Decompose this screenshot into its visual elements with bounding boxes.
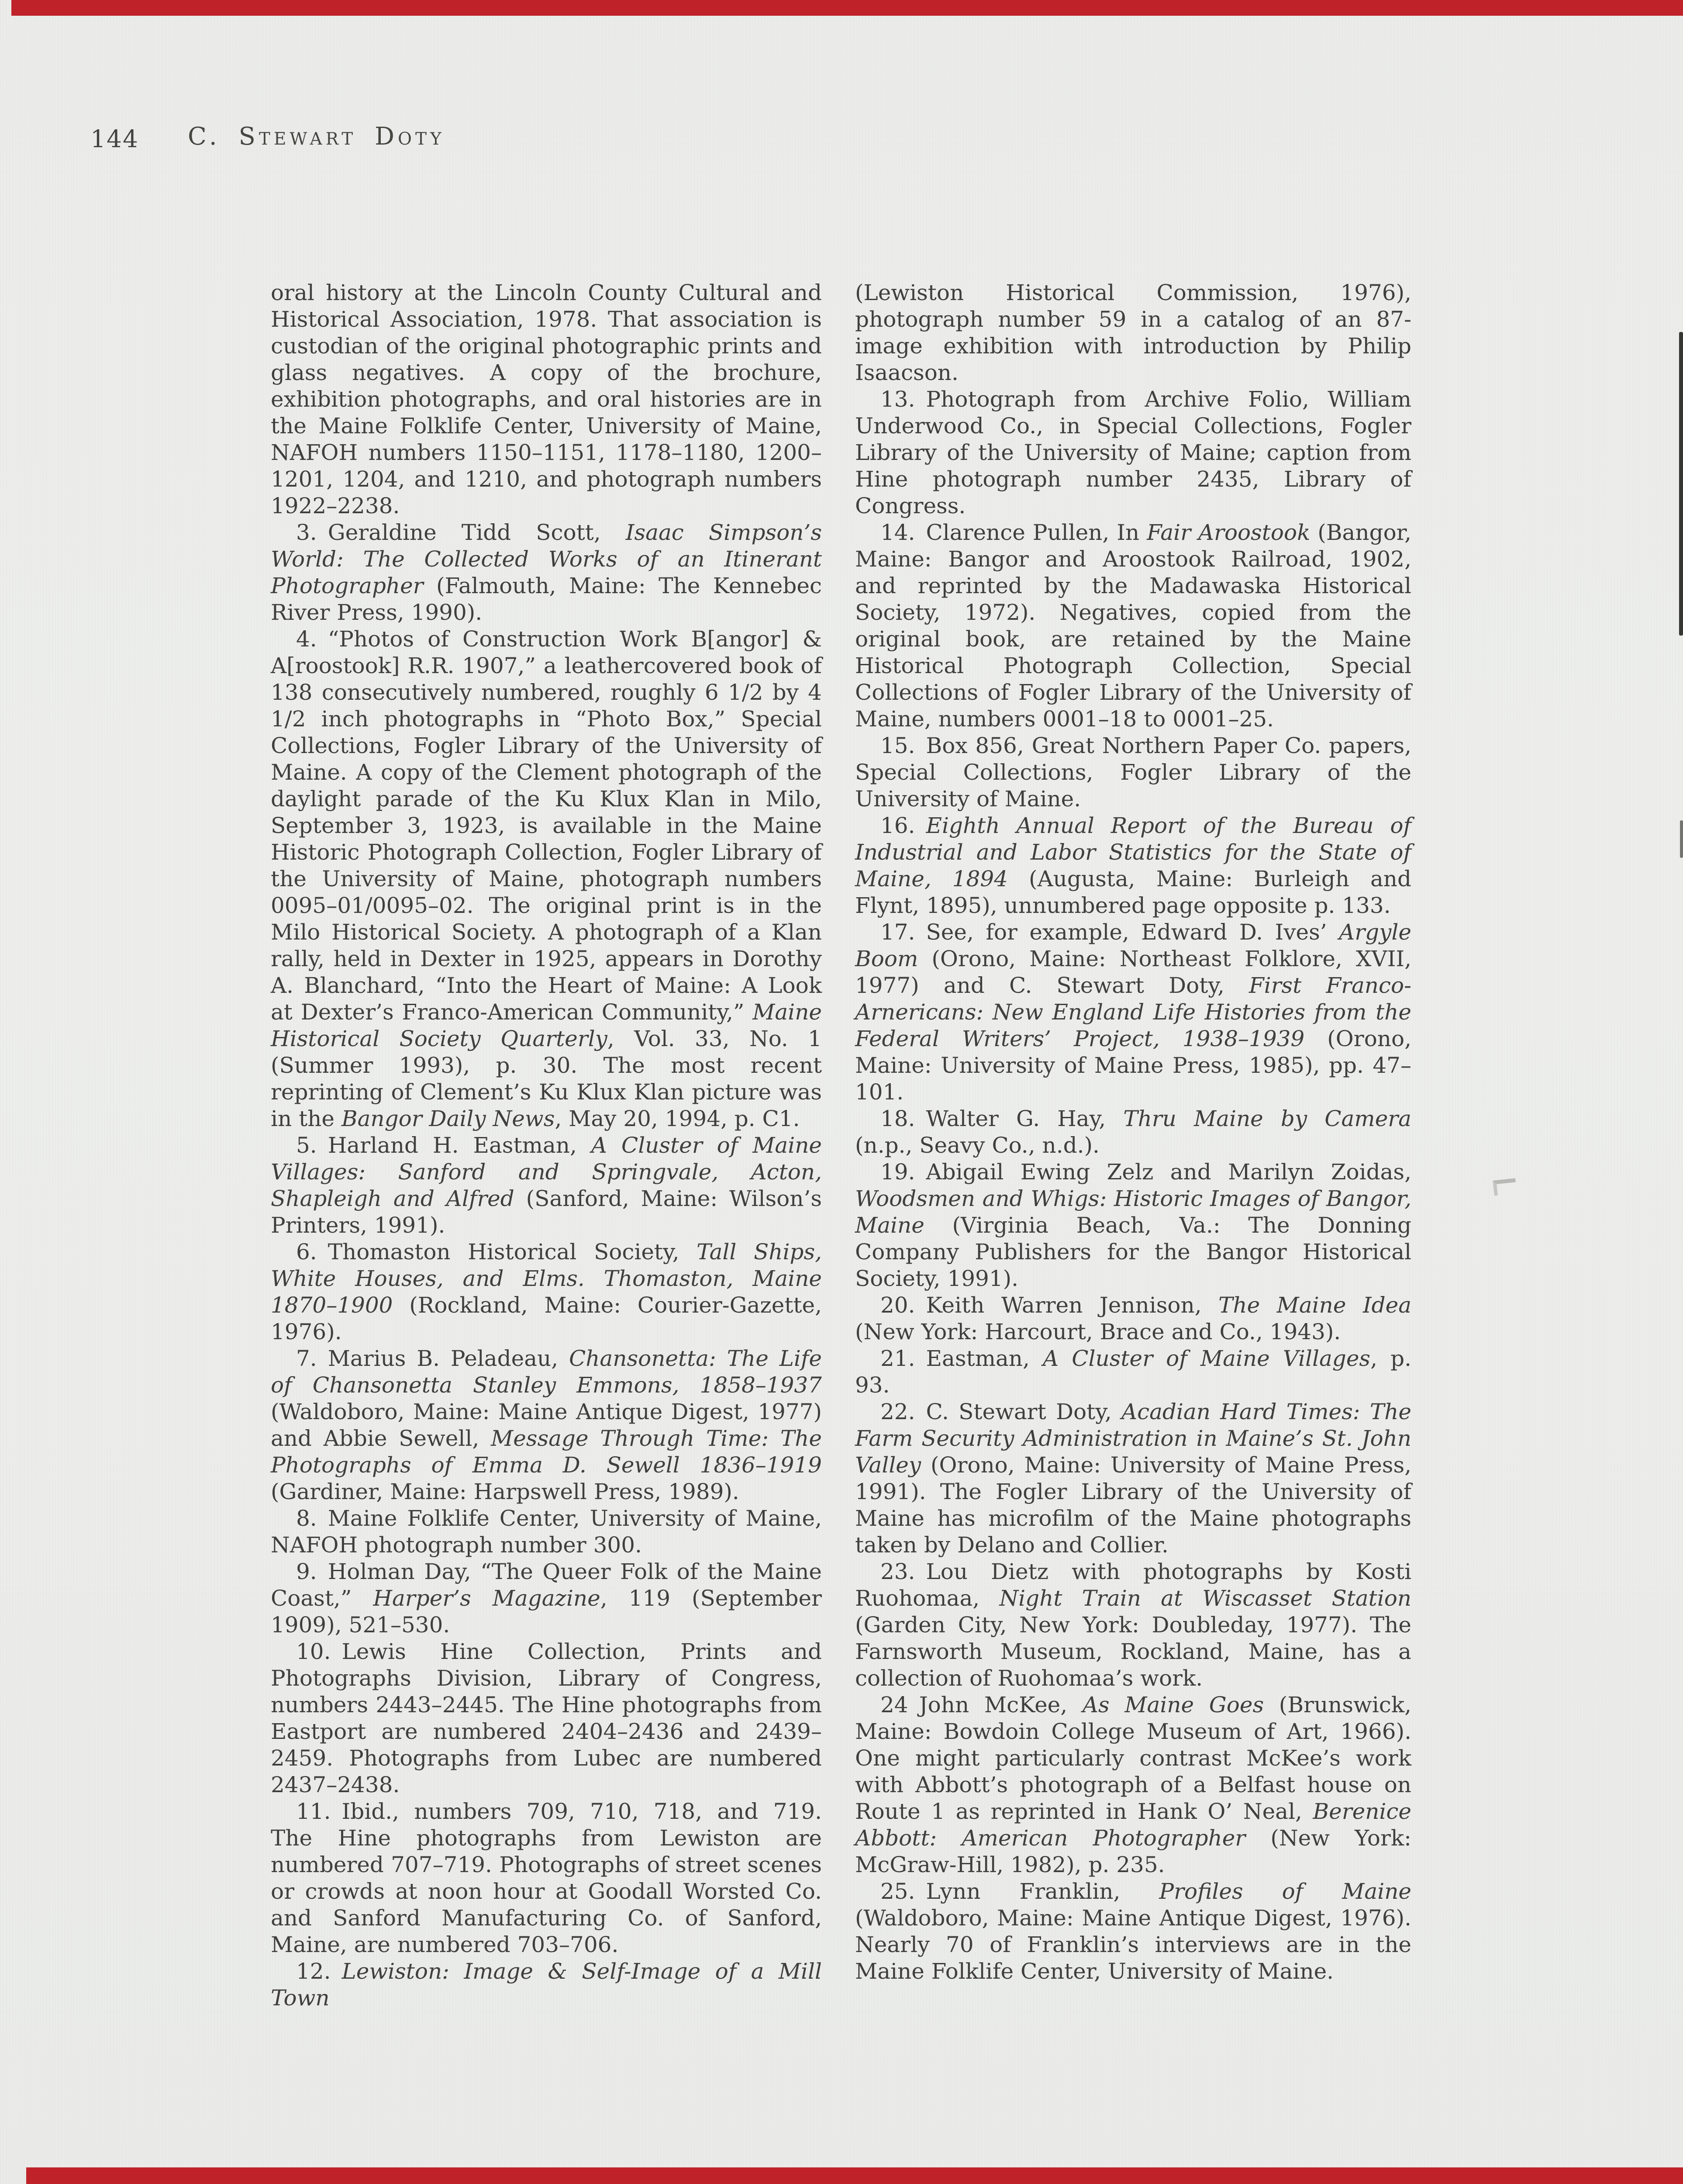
book-cover-edge-top [11, 0, 1683, 16]
text-run: 24 John McKee, [880, 1692, 1083, 1717]
text-run: 9. Holman Day, “The Queer Folk of the Maine Coast,” [271, 1559, 822, 1611]
italic-title-run: A Cluster of Maine Villages [1043, 1346, 1371, 1371]
note-3 [271, 519, 822, 626]
text-run: oral history at the Lincoln County Cultural and Historical Association, 1978. That association is custodian of the original photographic prints and glass negatives. A copy of the brochure, exhibition photographs, and oral histories are in the Maine Folklife Center, University of Maine, NAFOH numbers 1150–1151, 1178–1180, 1200–1201, 1204, and 1210, and photograph numbers 1922–2238. [271, 280, 822, 518]
note-4 [271, 626, 822, 1132]
text-run: (Orono, Maine: Northeast Folklore, XVII, 1977) and C. Stewart Doty, [855, 946, 1411, 998]
note-7 [271, 1345, 822, 1505]
text-run: 21. Eastman, [880, 1346, 1043, 1371]
italic-title-run: Maine Historical Society Quarterly [271, 999, 822, 1051]
note-15 [855, 733, 1411, 812]
italic-title-run: First Franco-Arnericans: New England Life Histories from the Federal Writers’ Project, 1938–1939 [855, 973, 1411, 1051]
italic-title-run: Chansonetta: The Life of Chansonetta Stanley Emmons, 1858–1937 [271, 1346, 822, 1398]
note-25 [855, 1878, 1411, 1985]
text-run: (New York: McGraw-Hill, 1982), p. 235. [855, 1825, 1411, 1877]
italic-title-run: Acadian Hard Times: The Farm Security Administration in Maine’s St. John Valley [855, 1399, 1411, 1478]
text-run: (New York: Harcourt, Brace and Co., 1943). [855, 1319, 1341, 1344]
text-run: (Waldoboro, Maine: Maine Antique Digest, 1976). Nearly 70 of Franklin’s interviews are in the Maine Folklife Center, University of Maine. [855, 1905, 1411, 1984]
italic-title-run: Lewiston: Image & Self-Image of a Mill Town [271, 1959, 822, 2011]
text-run: 22. C. Stewart Doty, [880, 1399, 1121, 1424]
italic-title-run: A Cluster of Maine Villages: Sanford and Springvale, Acton, Shapleigh and Alfred [271, 1133, 822, 1211]
text-run: 5. Harland H. Eastman, [296, 1133, 591, 1158]
note-20 [855, 1292, 1411, 1345]
text-run: 7. Marius B. Peladeau, [296, 1346, 569, 1371]
text-run: (Orono, Maine: University of Maine Press, 1991). The Fogler Library of the University of Maine has microfilm of the Maine photographs taken by Delano and Collier. [855, 1452, 1411, 1558]
italic-title-run: Argyle Boom [855, 919, 1411, 971]
text-run: 20. Keith Warren Jennison, [880, 1292, 1219, 1318]
text-run: (Bangor, Maine: Bangor and Aroostook Railroad, 1902, and reprinted by the Madawaska Historical Society, 1972). Negatives, copied from the original book, are retained by the Maine Historical Photograph Collection, Special Collections of Fogler Library of the University of Maine, numbers 0001–18 to 0001–25. [855, 520, 1411, 732]
book-cover-edge-bottom [26, 2167, 1683, 2184]
scan-smudge-artifact [1493, 1178, 1517, 1196]
italic-title-run: Night Train at Wiscasset Station [999, 1586, 1412, 1611]
text-run: , p. 93. [855, 1346, 1412, 1398]
text-run: 12. [296, 1959, 342, 1984]
text-run: 14. Clarence Pullen, In [880, 520, 1147, 545]
endnotes-text-block [271, 280, 1411, 2011]
note-18 [855, 1106, 1411, 1159]
note-10 [271, 1638, 822, 1798]
text-run: 6. Thomaston Historical Society, [296, 1239, 697, 1265]
scan-edge-artifact-mark [1680, 820, 1683, 858]
note-12 [271, 1958, 822, 2011]
text-run: , 119 (September 1909), 521–530. [271, 1586, 822, 1638]
text-run: (Brunswick, Maine: Bowdoin College Museum of Art, 1966). One might particularly contrast McKee’s work with Abbott’s photograph of a Belfast house on Route 1 as reprinted in Hank O’ Neal, [855, 1692, 1412, 1824]
note-9 [271, 1559, 822, 1638]
italic-title-run: Message Through Time: The Photographs of Emma D. Sewell 1836–1919 [271, 1426, 822, 1478]
text-run: 11. Ibid., numbers 709, 710, 718, and 719. The Hine photographs from Lewiston are numbered 707–719. Photographs of street scenes or crowds at noon hour at Goodall Worsted Co. and Sanford Manufacturing Co. of Sanford, Maine, are numbered 703–706. [271, 1799, 822, 1957]
italic-title-run: Woodsmen and Whigs: Historic Images of Bangor, Maine [855, 1186, 1411, 1238]
italic-title-run: Profiles of Maine [1159, 1879, 1411, 1904]
note-19 [855, 1159, 1411, 1292]
text-run: 25. Lynn Franklin, [880, 1879, 1159, 1904]
italic-title-run: Tall Ships, White Houses, and Elms. Thomaston, Maine 1870–1900 [271, 1239, 822, 1318]
italic-title-run: Bangor Daily News [341, 1106, 555, 1131]
note-11 [271, 1798, 822, 1958]
italic-title-run: Eighth Annual Report of the Bureau of Industrial and Labor Statistics for the State of Maine, 1894 [855, 813, 1411, 892]
text-run: (n.p., Seavy Co., n.d.). [855, 1133, 1100, 1158]
text-run: (Waldoboro, Maine: Maine Antique Digest, 1977) and Abbie Sewell, [271, 1399, 822, 1451]
text-run: 4. “Photos of Construction Work B[angor] & A[roostook] R.R. 1907,” a leathercovered book of 138 consecutively numbered, roughly 6 1/2 by 4 1/2 inch photographs in “Photo Box,” Special Collections, Fogler Library of the University of Maine. A copy of the Clement photograph of the daylight parade of the Ku Klux Klan in Milo, September 3, 1923, is available in the Maine Historic Photograph Collection, Fogler Library of the University of Maine, photograph numbers 0095–01/0095–02. The original print is in the Milo Historical Society. A photograph of a Klan rally, held in Dexter in 1925, appears in Dorothy A. Blanchard, “Into the Heart of Maine: A Look at Dexter’s Franco-American Community,” [271, 626, 822, 1025]
note-22 [855, 1399, 1411, 1559]
note-21 [855, 1345, 1411, 1399]
text-run: 8. Maine Folklife Center, University of Maine, NAFOH photograph number 300. [271, 1506, 822, 1558]
text-run: 19. Abigail Ewing Zelz and Marilyn Zoidas, [880, 1159, 1411, 1185]
text-run: (Rockland, Maine: Courier-Gazette, 1976). [271, 1292, 822, 1344]
italic-title-run: Isaac Simpson’s World: The Collected Works of an Itinerant Photographer [271, 520, 822, 598]
italic-title-run: Harper’s Magazine [373, 1586, 600, 1611]
text-run: (Sanford, Maine: Wilson’s Printers, 1991). [271, 1186, 822, 1238]
italic-title-run: Fair Aroostook [1147, 520, 1311, 545]
italic-title-run: Berenice Abbott: American Photographer [855, 1799, 1411, 1851]
text-run: , May 20, 1994, p. C1. [555, 1106, 800, 1131]
text-run: 16. [880, 813, 926, 838]
text-run: (Gardiner, Maine: Harpswell Press, 1989). [271, 1479, 739, 1504]
text-run: 13. Photograph from Archive Folio, William Underwood Co., in Special Collections, Fogler Library of the University of Maine; caption from Hine photograph number 2435, Library of Congress. [855, 387, 1411, 518]
running-head: C. Stewart Doty [188, 122, 445, 151]
italic-title-run: As Maine Goes [1082, 1692, 1264, 1717]
text-run: (Garden City, New York: Doubleday, 1977). The Farnsworth Museum, Rockland, Maine, has a collection of Ruohomaa’s work. [855, 1612, 1411, 1691]
text-run: (Augusta, Maine: Burleigh and Flynt, 1895), unnumbered page opposite p. 133. [855, 866, 1411, 918]
text-run: 10. Lewis Hine Collection, Prints and Photographs Division, Library of Congress, numbers 2443–2445. The Hine photographs from Eastport are numbered 2404–2436 and 2439–2459. Photographs from Lubec are numbered 2437–2438. [271, 1639, 822, 1797]
page-number: 144 [90, 125, 139, 153]
note-2-continuation [271, 280, 822, 519]
note-16 [855, 812, 1411, 919]
note-17 [855, 919, 1411, 1106]
note-6 [271, 1239, 822, 1345]
text-run: (Virginia Beach, Va.: The Donning Company Publishers for the Bangor Historical Society, 1991). [855, 1213, 1411, 1291]
text-run: (Falmouth, Maine: The Kennebec River Press, 1990). [271, 573, 822, 625]
note-13 [855, 386, 1411, 519]
italic-title-run: Thru Maine by Camera [1123, 1106, 1411, 1131]
text-run: , Vol. 33, No. 1 (Summer 1993), p. 30. The most recent reprinting of Clement’s Ku Klux Klan picture was in the [271, 1026, 822, 1131]
note-23 [855, 1559, 1411, 1692]
note-5 [271, 1132, 822, 1239]
endnotes-column-left [271, 280, 822, 2011]
text-run: 15. Box 856, Great Northern Paper Co. papers, Special Collections, Fogler Library of the University of Maine. [855, 733, 1411, 812]
text-run: 18. Walter G. Hay, [880, 1106, 1124, 1131]
scan-edge-artifact-line [1679, 332, 1683, 636]
text-run: 17. See, for example, Edward D. Ives’ [880, 919, 1339, 945]
endnotes-column-right [855, 280, 1411, 2011]
text-run: 23. Lou Dietz with photographs by Kosti Ruohomaa, [855, 1559, 1411, 1611]
text-run: 3. Geraldine Tidd Scott, [296, 520, 626, 545]
text-run: (Lewiston Historical Commission, 1976), photograph number 59 in a catalog of an 87-image exhibition with introduction by Philip Isaacson. [855, 280, 1411, 385]
note-14 [855, 519, 1411, 733]
note-24 [855, 1692, 1411, 1878]
note-8 [271, 1505, 822, 1559]
text-run: (Orono, Maine: University of Maine Press, 1985), pp. 47–101. [855, 1026, 1411, 1105]
italic-title-run: The Maine Idea [1218, 1292, 1412, 1318]
note-12-continuation [855, 280, 1411, 386]
